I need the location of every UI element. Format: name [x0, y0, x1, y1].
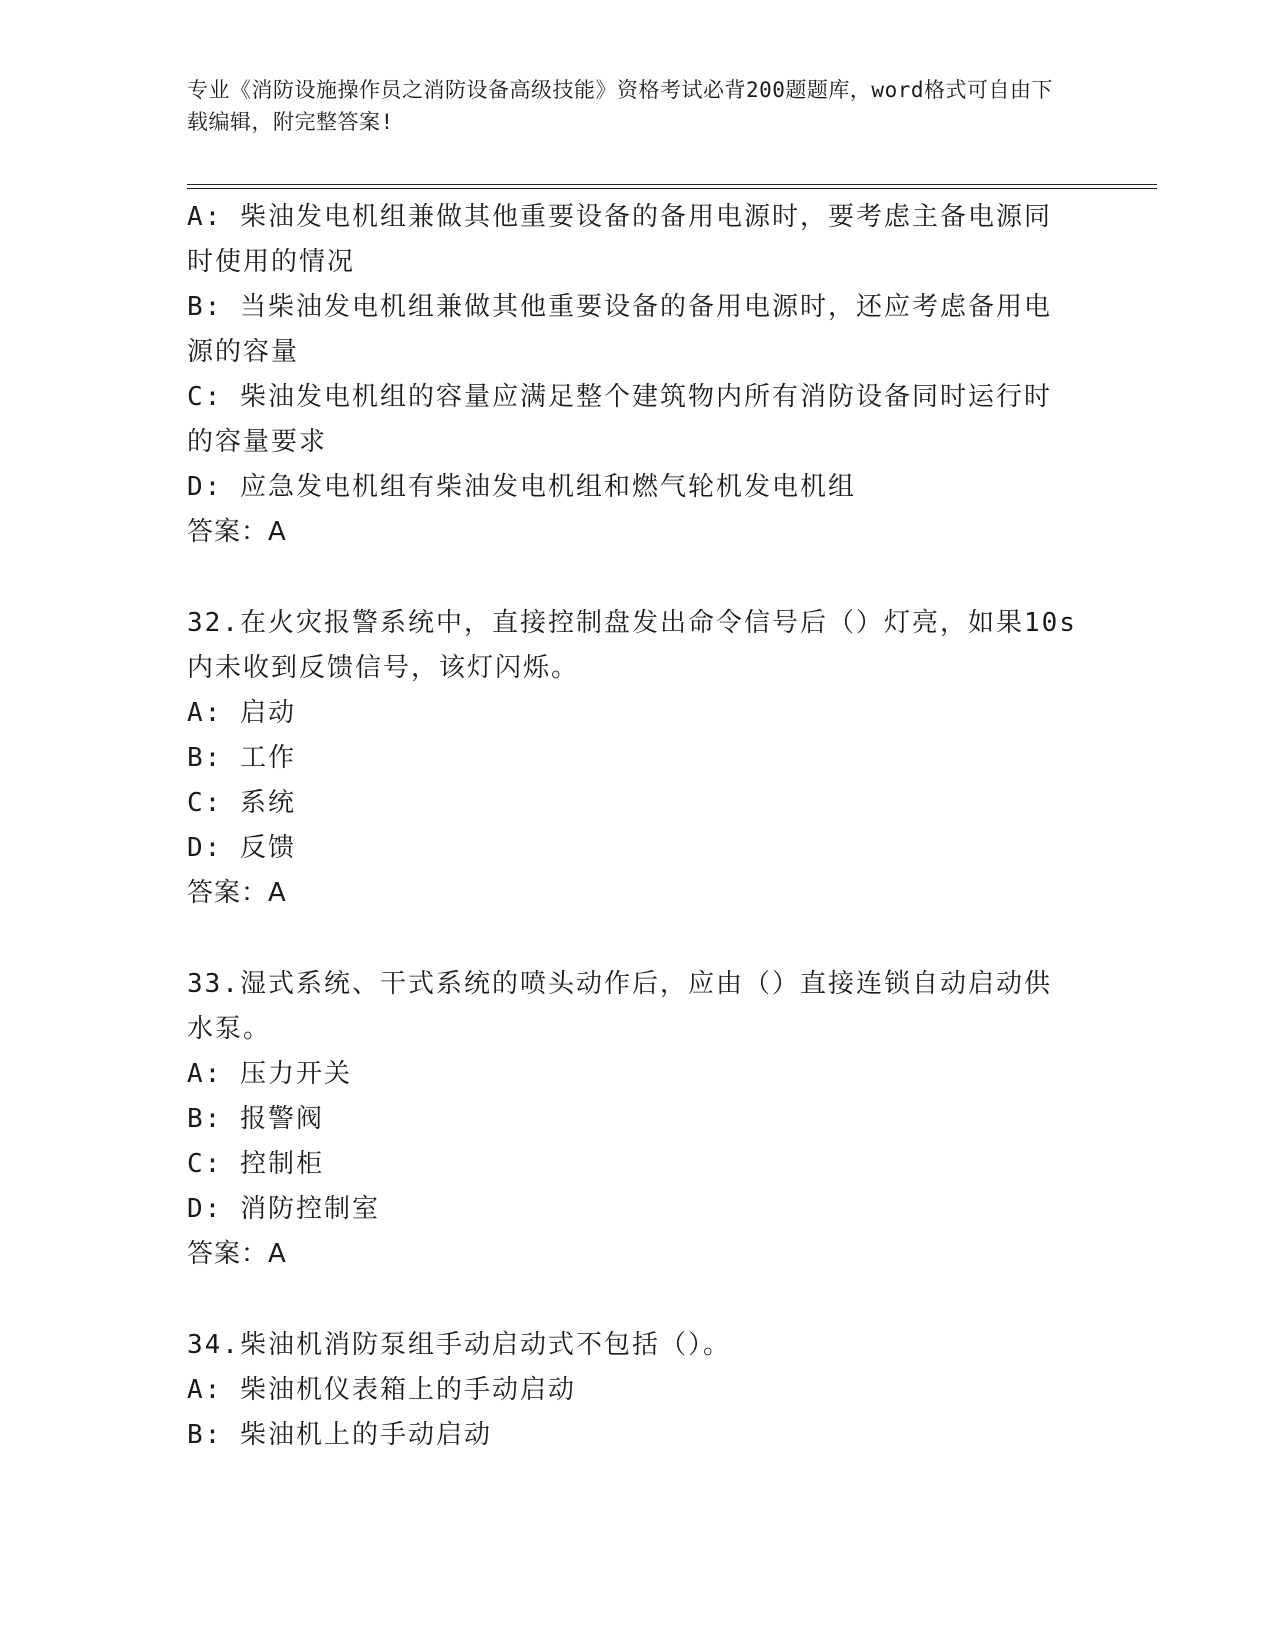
option-b: B: 工作	[187, 743, 296, 773]
answer-line: 答案：A	[187, 517, 287, 547]
option-d: D: 应急发电机组有柴油发电机组和燃气轮机发电机组	[187, 472, 856, 502]
option-c: C: 控制柜	[187, 1149, 324, 1179]
document-header: 专业《消防设施操作员之消防设备高级技能》资格考试必背200题题库，word格式可自由下载编辑，附完整答案!	[187, 78, 1053, 134]
option-d: D: 反馈	[187, 833, 296, 863]
header-divider	[187, 184, 1157, 189]
question-block-34	[187, 1323, 1077, 1458]
question-stem: 32.在火灾报警系统中，直接控制盘发出命令信号后（）灯亮，如果10s内未收到反馈信号，该灯闪烁。	[187, 608, 1077, 683]
question-stem: 34.柴油机消防泵组手动启动式不包括（）。	[187, 1330, 731, 1360]
question-content	[187, 195, 1077, 1458]
option-a: A: 压力开关	[187, 1059, 352, 1089]
option-b: B: 当柴油发电机组兼做其他重要设备的备用电源时，还应考虑备用电源的容量	[187, 292, 1052, 367]
question-block	[187, 195, 1077, 555]
document-page	[187, 74, 1157, 1458]
option-d: D: 消防控制室	[187, 1194, 380, 1224]
option-b: B: 柴油机上的手动启动	[187, 1420, 492, 1450]
question-gap	[187, 1277, 1077, 1323]
question-gap	[187, 555, 1077, 601]
question-block-32	[187, 601, 1077, 916]
option-a: A: 柴油发电机组兼做其他重要设备的备用电源时，要考虑主备电源同时使用的情况	[187, 202, 1052, 277]
question-gap	[187, 916, 1077, 962]
answer-line: 答案：A	[187, 1239, 287, 1269]
option-a: A: 柴油机仪表箱上的手动启动	[187, 1375, 576, 1405]
question-stem: 33.湿式系统、干式系统的喷头动作后，应由（）直接连锁自动启动供水泵。	[187, 969, 1052, 1044]
option-c: C: 系统	[187, 788, 296, 818]
question-block-33	[187, 962, 1077, 1277]
option-a: A: 启动	[187, 698, 296, 728]
answer-line: 答案：A	[187, 878, 287, 908]
option-b: B: 报警阀	[187, 1104, 324, 1134]
option-c: C: 柴油发电机组的容量应满足整个建筑物内所有消防设备同时运行时的容量要求	[187, 382, 1052, 457]
